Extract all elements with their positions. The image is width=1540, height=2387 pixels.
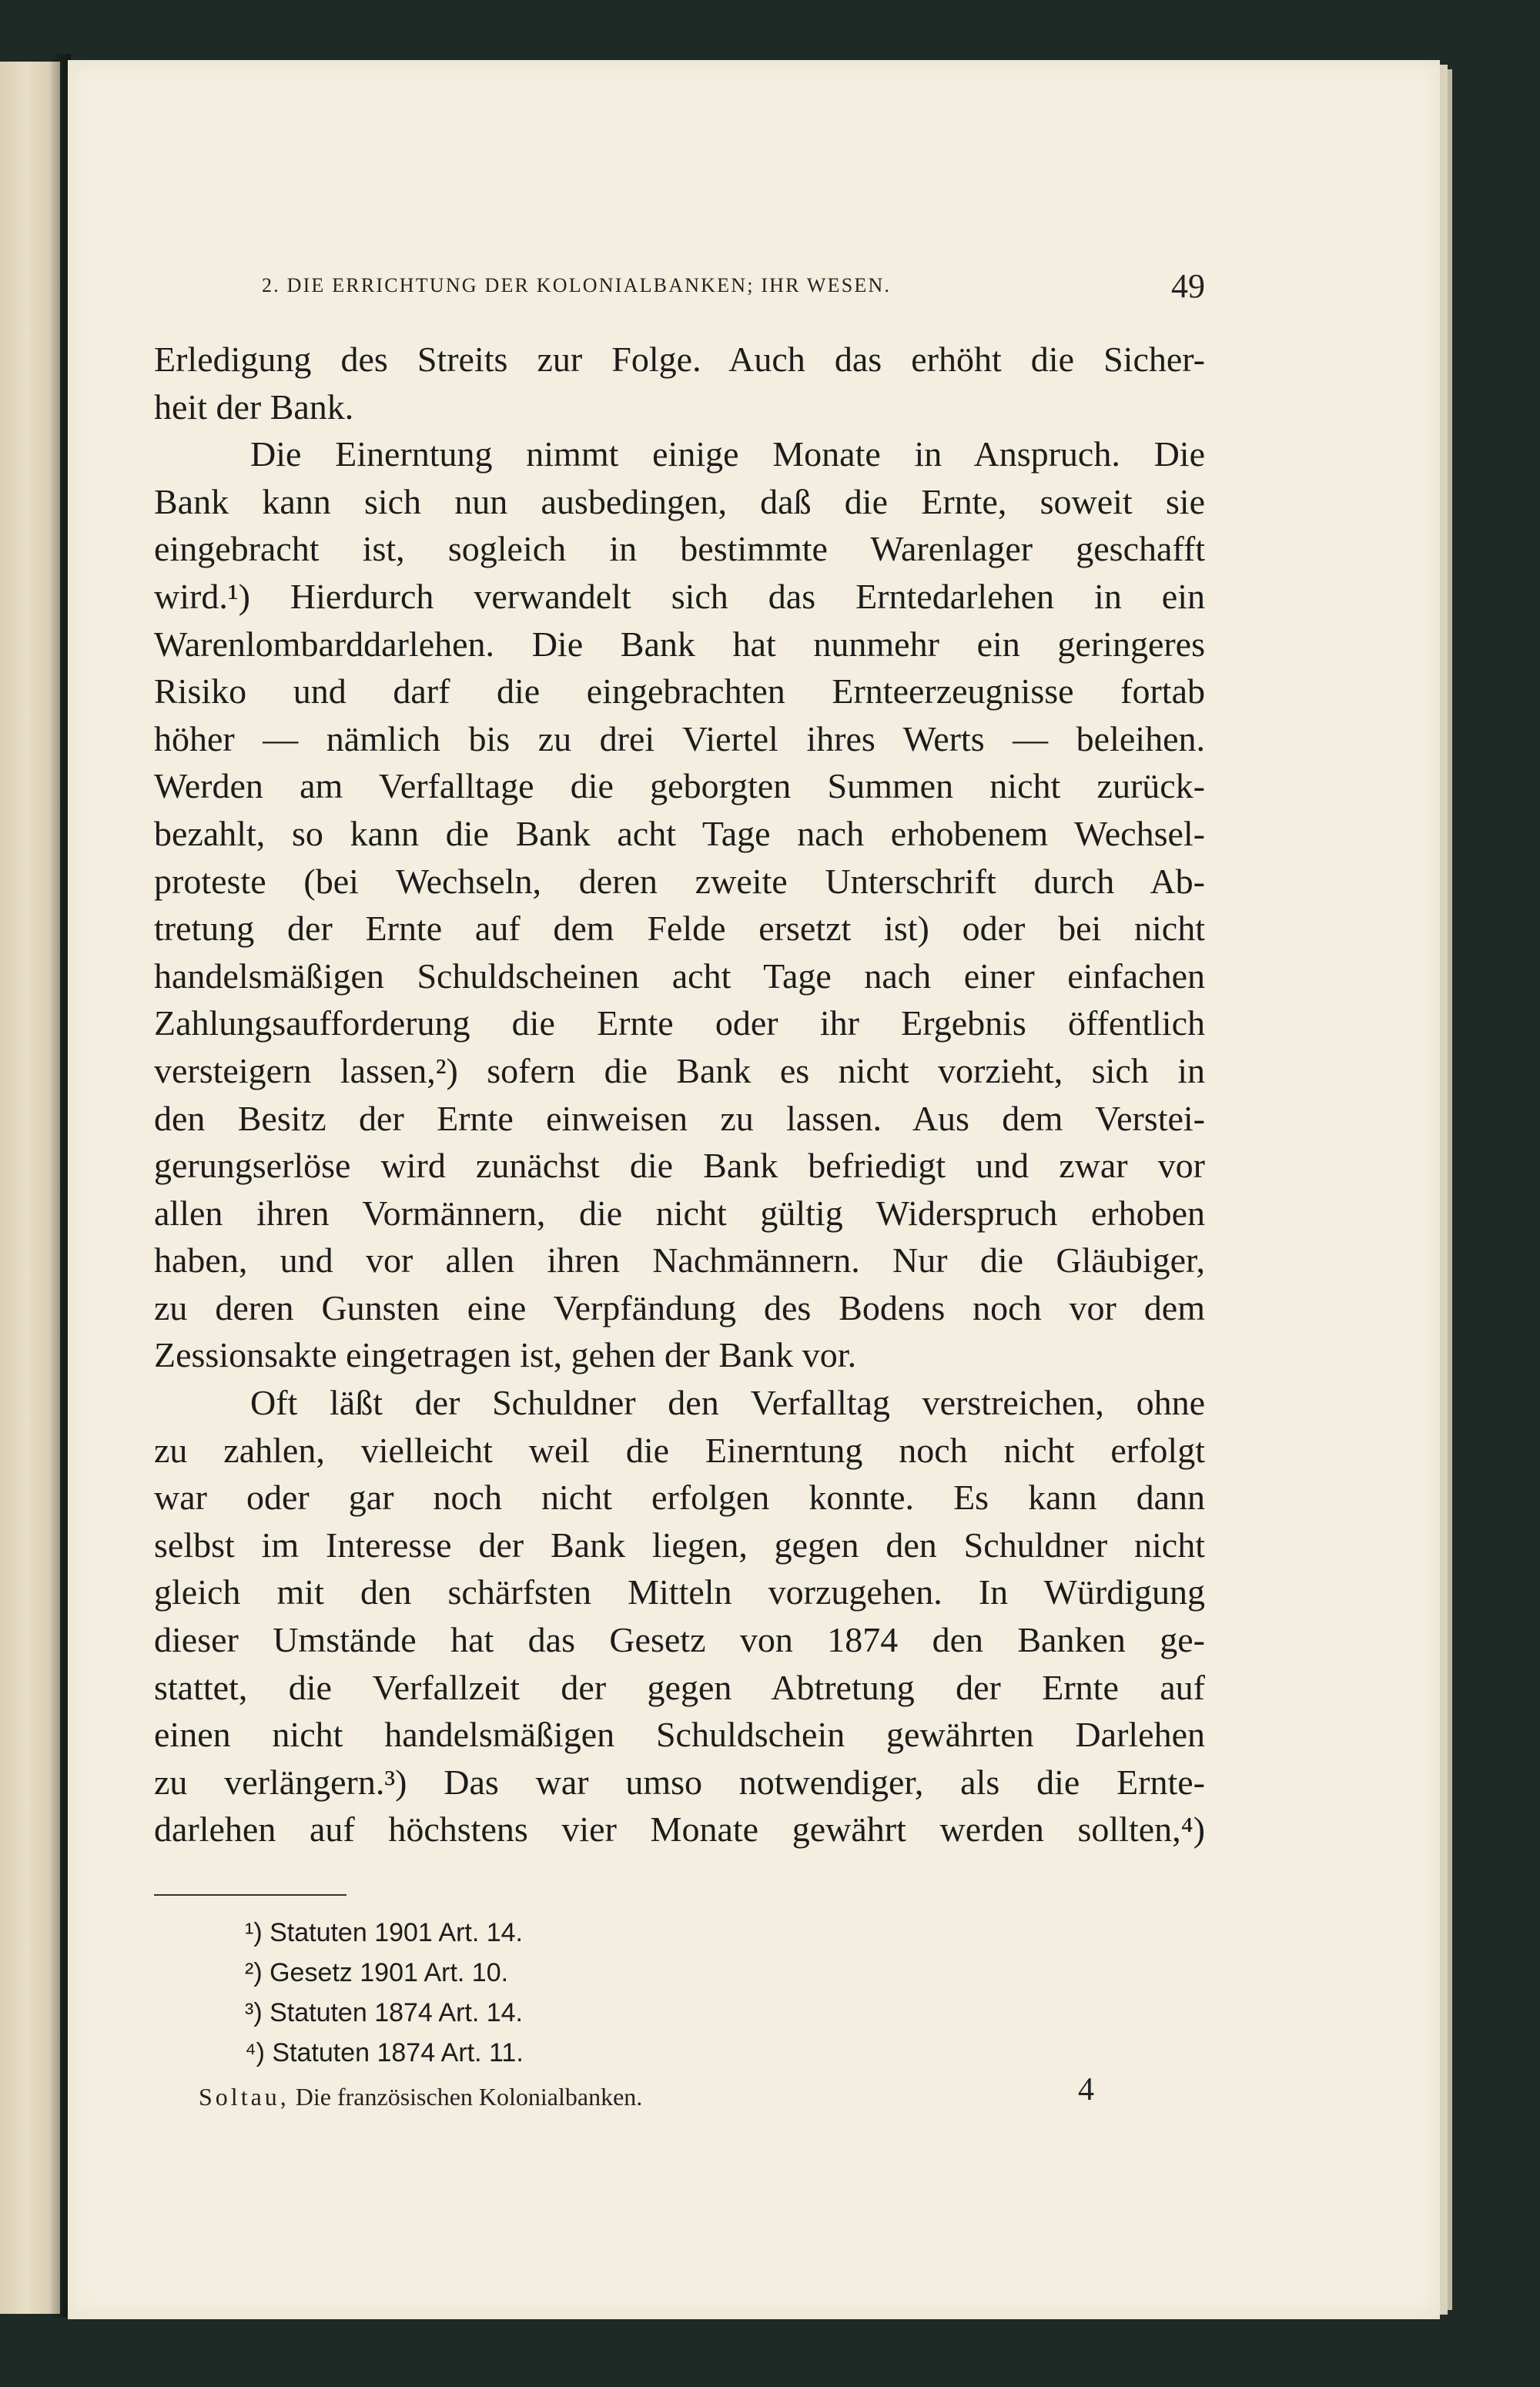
text-line: bezahlt, so kann die Bank acht Tage nach erhobenem Wechsel- [154,813,1205,853]
text-line: war oder gar noch nicht erfolgen konnte. Es kann dann [154,1478,1205,1518]
header-title: 2. DIE ERRICHTUNG DER KOLONIALBANKEN; IHR WESEN. [262,274,892,296]
text-line: zu deren Gunsten eine Verpfändung des Bodens noch vor dem [154,1287,1205,1327]
running-header [262,268,1205,306]
text-line: einen nicht handelsmäßigen Schuldschein gewährten Darlehen [154,1715,1205,1755]
text-line: selbst im Interesse der Bank liegen, gegen den Schuldner nicht [154,1525,1205,1565]
text-line: Oft läßt der Schuldner den Verfalltag verstreichen, ohne [250,1383,1205,1423]
signature-author: Soltau, [199,2083,290,2111]
text-line: allen ihren Vormännern, die nicht gültig Widerspruch erhoben [154,1193,1205,1233]
text-line: Werden am Verfalltage die geborgten Summen nicht zurück- [154,766,1205,806]
text-line: Warenlombarddarlehen. Die Bank hat nunmehr ein geringeres [154,624,1205,664]
text-line: handelsmäßigen Schuldscheinen acht Tage nach einer einfachen [154,956,1205,996]
text-line: heit der Bank. [154,387,354,427]
body-text [154,336,1205,1853]
footnotes [245,1913,938,2073]
text-line: darlehen auf höchstens vier Monate gewährt werden sollten,⁴) [154,1810,1205,1850]
text-line: tretung der Ernte auf dem Felde ersetzt ist) oder bei nicht [154,909,1205,949]
text-line: Die Einerntung nimmt einige Monate in Anspruch. Die [250,434,1205,474]
text-line: dieser Umstände hat das Gesetz von 1874 den Banken ge- [154,1620,1205,1660]
text-line: Zahlungsaufforderung die Ernte oder ihr Ergebnis öffentlich [154,1003,1205,1043]
footnote-rule [154,1894,346,1896]
text-line: versteigern lassen,²) sofern die Bank es nicht vorzieht, sich in [154,1050,1205,1090]
text-line: zu zahlen, vielleicht weil die Einerntung noch nicht erfolgt [154,1430,1205,1470]
text-line: eingebracht ist, sogleich in bestimmte Warenlager geschafft [154,529,1205,569]
printer-signature [199,2083,1123,2111]
sheet-mark: 4 [1078,2072,1094,2107]
footnote: ²) Gesetz 1901 Art. 10. [245,1958,509,1987]
text-line: haben, und vor allen ihren Nachmännern. Nur die Gläubiger, [154,1240,1205,1281]
text-line: wird.¹) Hierdurch verwandelt sich das Erntedarlehen in ein [154,576,1205,616]
text-line: Risiko und darf die eingebrachten Ernteerzeugnisse fortab [154,671,1205,711]
text-line: gleich mit den schärfsten Mitteln vorzugehen. In Würdigung [154,1572,1205,1612]
footnote: ³) Statuten 1874 Art. 14. [245,1998,524,2027]
page-edge-shadow [1448,69,1452,2310]
text-line: Bank kann sich nun ausbedingen, daß die Ernte, soweit sie [154,481,1205,521]
text-line: Zessionsakte eingetragen ist, gehen der Bank vor. [154,1335,857,1375]
text-line: höher — nämlich bis zu drei Viertel ihres Werts — beleihen. [154,718,1205,758]
text-line: proteste (bei Wechseln, deren zweite Unterschrift durch Ab- [154,861,1205,901]
text-line: Erledigung des Streits zur Folge. Auch das erhöht die Sicher- [154,340,1205,379]
footnote: ¹) Statuten 1901 Art. 14. [245,1918,524,1947]
text-line: stattet, die Verfallzeit der gegen Abtretung der Ernte auf [154,1667,1205,1707]
page-edge [1440,65,1448,2315]
footnote: ⁴) Statuten 1874 Art. 11. [245,2038,524,2067]
text-line: zu verlängern.³) Das war umso notwendiger, als die Ernte- [154,1762,1205,1802]
text-line: gerungserlöse wird zunächst die Bank befriedigt und zwar vor [154,1146,1205,1186]
text-line: den Besitz der Ernte einweisen zu lassen. Aus dem Verstei- [154,1098,1205,1138]
signature-title: Die französischen Kolonialbanken. [295,2083,643,2111]
page-number: 49 [1171,267,1205,305]
